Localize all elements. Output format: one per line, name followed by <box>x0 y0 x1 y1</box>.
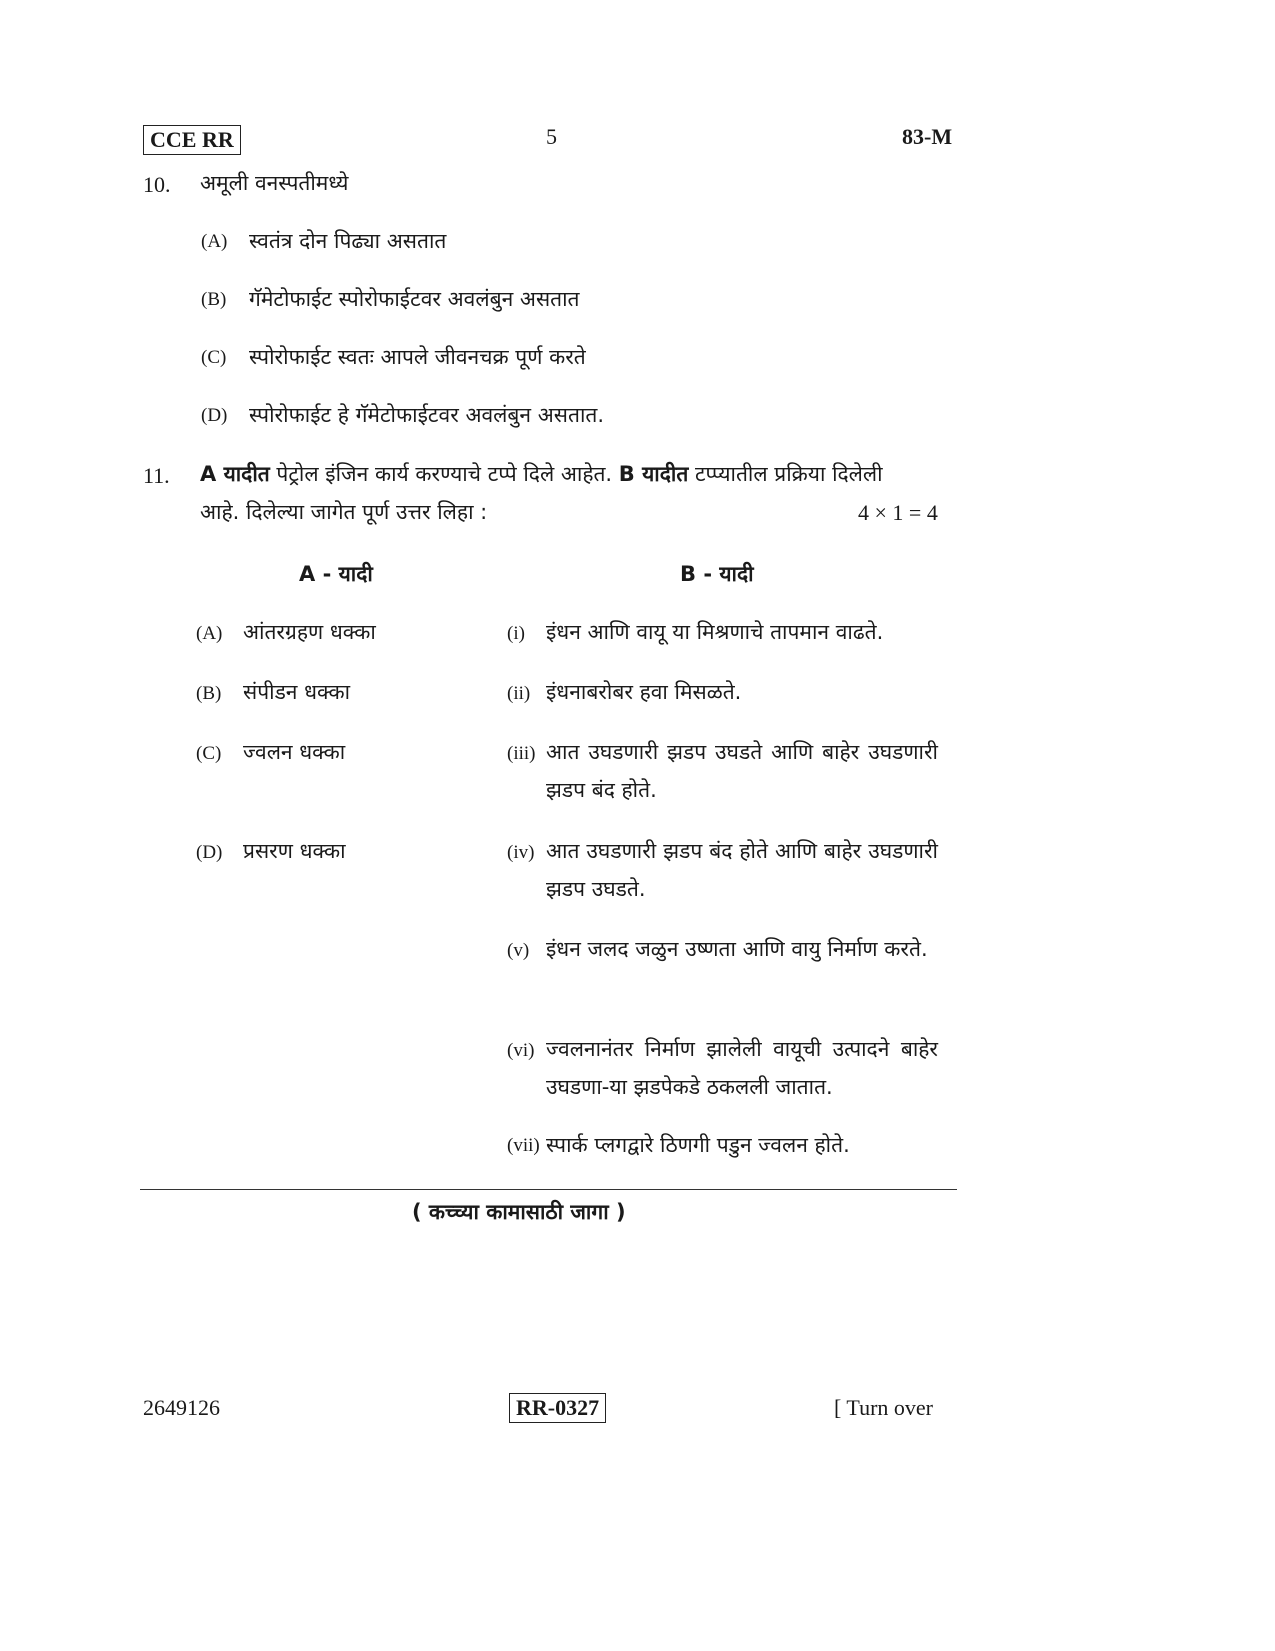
q10-option-d-text: स्पोरोफाईट हे गॅमेटोफाईटवर अवलंबुन असतात. <box>249 403 605 427</box>
list-a-item-label: (D) <box>196 842 223 863</box>
q10-option-b-label: (B) <box>201 289 227 310</box>
q11-list-b-ref: B यादीत <box>618 462 689 486</box>
q10-option-d-label: (D) <box>201 405 228 426</box>
list-b-heading: B - यादी <box>680 562 754 586</box>
q11-stem-line1 <box>200 455 960 493</box>
q11-marks: 4 × 1 = 4 <box>858 500 938 525</box>
list-b-item-text: इंधन आणि वायू या मिश्रणाचे तापमान वाढते. <box>546 620 884 644</box>
q10-option-c-label: (C) <box>201 347 227 368</box>
list-a-item-text: आंतरग्रहण धक्का <box>243 620 376 644</box>
list-b-item-label: (i) <box>507 623 525 644</box>
list-b-item-label: (iii) <box>507 743 536 764</box>
list-a-item-label: (B) <box>196 683 222 704</box>
list-b-item-label: (ii) <box>507 683 531 704</box>
q10-option-b-text: गॅमेटोफाईट स्पोरोफाईटवर अवलंबुन असतात <box>249 287 580 311</box>
list-a-item-text: संपीडन धक्का <box>243 680 351 704</box>
list-b-item-label: (v) <box>507 940 530 961</box>
list-a-item-label: (A) <box>196 623 223 644</box>
q11-number: 11. <box>143 463 170 488</box>
turn-over-note: [ Turn over <box>834 1395 934 1420</box>
list-a-heading: A - यादी <box>299 562 373 586</box>
header-code-box: CCE RR <box>143 125 241 155</box>
list-b-item-text: आत उघडणारी झडप उघडते आणि बाहेर उघडणारी झडप बंद होते. <box>546 740 938 802</box>
q11-list-a-ref: A यादीत <box>200 462 270 486</box>
q10-option-a-text: स्वतंत्र दोन पिढ्या असतात <box>249 229 447 253</box>
list-b-item-label: (iv) <box>507 842 535 863</box>
list-b-item-text: आत उघडणारी झडप बंद होते आणि बाहेर उघडणारी झडप उघडते. <box>546 839 938 901</box>
rough-work-divider <box>140 1189 957 1190</box>
list-b-item-label: (vii) <box>507 1135 540 1156</box>
page-number: 5 <box>546 124 557 149</box>
q10-option-a-label: (A) <box>201 231 228 252</box>
q11-stem-part2: टप्प्यातील प्रक्रिया दिलेली <box>688 462 883 486</box>
footer-serial: 2649126 <box>143 1395 220 1420</box>
list-b-item-text: स्पार्क प्लगद्वारे ठिणगी पडुन ज्वलन होते. <box>546 1133 850 1157</box>
list-b-item-text: इंधन जलद जळुन उष्णता आणि वायु निर्माण करते. <box>546 937 928 961</box>
q11-stem-line2: आहे. दिलेल्या जागेत पूर्ण उत्तर लिहा : <box>200 500 488 524</box>
paper-code: 83-M <box>902 124 953 149</box>
list-b-item-text: ज्वलनानंतर निर्माण झालेली वायूची उत्पादने बाहेर उघडणा-या झडपेकडे ठकलली जातात. <box>546 1037 938 1099</box>
q10-option-c-text: स्पोरोफाईट स्वतः आपले जीवनचक्र पूर्ण करते <box>249 345 586 369</box>
footer-code-box: RR-0327 <box>509 1393 606 1423</box>
q10-stem: अमूली वनस्पतीमध्ये <box>200 171 349 195</box>
q11-stem-part1: पेट्रोल इंजिन कार्य करण्याचे टप्पे दिले आहेत. <box>269 462 619 486</box>
list-a-item-text: प्रसरण धक्का <box>243 839 346 863</box>
rough-work-label: ( कच्च्या कामासाठी जागा ) <box>412 1200 626 1224</box>
q10-number: 10. <box>143 172 171 197</box>
list-b-item-text: इंधनाबरोबर हवा मिसळते. <box>546 680 742 704</box>
list-a-item-text: ज्वलन धक्का <box>243 740 346 764</box>
list-b-item-label: (vi) <box>507 1040 535 1061</box>
list-a-item-label: (C) <box>196 743 222 764</box>
